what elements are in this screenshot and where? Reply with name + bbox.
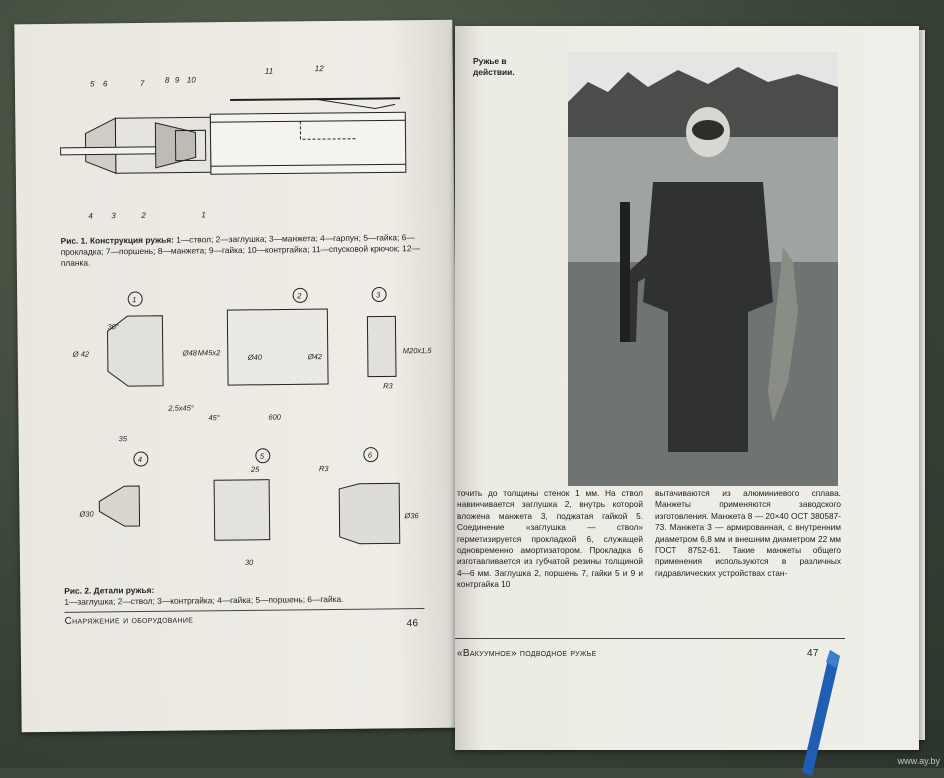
fig2-caption-title: Рис. 2. Детали ружья: <box>64 584 155 596</box>
part-number: 2 <box>297 291 302 301</box>
callout: 7 <box>139 78 145 89</box>
dimension-label: M20x1,5 <box>402 345 432 356</box>
diver-with-pike-photo <box>568 52 838 486</box>
dimension-label: R3 <box>318 464 329 474</box>
left-page <box>14 20 459 733</box>
part-number: 4 <box>137 454 143 465</box>
dimension-label: Ø48 <box>182 348 197 358</box>
fig1-caption-title: Рис. 1. Конструкция ружья: <box>60 234 174 246</box>
callout: 1 <box>201 210 206 220</box>
dimension-label: R3 <box>383 381 393 391</box>
dimension-label: Ø36 <box>404 511 419 521</box>
dimension-label: Ø30 <box>79 509 94 519</box>
body-column-2: вытачиваются из алюминиевого сплава. Манжеты применяются заводского изготовления. Манжета 8 — 20×40 ОСТ 380587-73. Манжета 3 — армированная, с внутренним диаметром 6,8 мм и внешним диаметром 22 мм ГОСТ 8752-61. Такие манжеты общего применения используются в различных гидравлических устройствах стан- <box>655 488 841 578</box>
callout: 12 <box>314 64 324 74</box>
fig2-caption-body: 1—заглушка; 2—ствол; 3—контргайка; 4—гайка; 5—поршень; 6—гайка. <box>64 593 344 607</box>
dimension-label: 2,5x45° <box>168 403 194 413</box>
fig1-gun-construction-drawing <box>14 20 454 225</box>
part-number: 1 <box>132 295 137 305</box>
right-page <box>455 26 919 750</box>
callout: 8 <box>164 75 170 85</box>
blue-pen-icon <box>800 648 840 778</box>
part-number: 3 <box>376 290 381 300</box>
callout: 5 <box>89 79 95 89</box>
dimension-label: Ø40 <box>247 352 263 362</box>
callout: 4 <box>88 211 93 221</box>
running-footer-title: «Вакуумное» подводное ружье <box>457 648 597 659</box>
part-number: 6 <box>367 450 373 460</box>
dimension-label: 35 <box>118 434 128 444</box>
footer-rule <box>64 608 424 613</box>
callout: 9 <box>174 75 180 85</box>
callout: 6 <box>102 79 108 89</box>
page-number: 46 <box>406 618 419 630</box>
footer-rule <box>455 638 845 639</box>
dimension-label: 30° <box>107 322 119 332</box>
callout: 3 <box>111 211 116 221</box>
callout: 10 <box>186 75 196 85</box>
page-number: 47 <box>807 648 819 659</box>
dimension-label: 25 <box>250 464 260 474</box>
callout: 2 <box>141 210 146 220</box>
fig2-caption <box>64 582 434 608</box>
fig1-caption-body: 1—ствол; 2—заглушка; 3—манжета; 4—гарпун; 5—гайка; 6—прокладка; 7—поршень; 8—манжета; 9—гайка; 10—контргайка; 11—спусковой крючок; 12—планка. <box>60 232 420 268</box>
dimension-label: Ø 42 <box>72 349 90 359</box>
dimension-label: 30 <box>244 557 254 567</box>
dimension-label: Ø42 <box>307 352 323 362</box>
fig2-parts-drawing <box>17 278 458 603</box>
part-number: 5 <box>259 451 265 461</box>
watermark: www.ay.by <box>897 756 940 766</box>
running-footer-title: Снаряжение и оборудование <box>64 614 194 627</box>
callout: 11 <box>264 66 274 76</box>
photo-caption: Ружье в действии. <box>473 56 515 77</box>
dimension-label: M45x2 <box>197 348 221 358</box>
body-column-1: точить до толщины стенок 1 мм. На ствол навинчивается заглушка 2, внутрь которой вложена манжета 3, поджатая гайкой 5. Соединение «заглушка — ствол» герметизируется прокладкой 6, служащей одновременно амортизатором. Прокладка 6 изготавливается из губчатой резины толщиной 4—6 мм. Заглушка 2, поршень 7, гайки 5 и 9 и контргайка 10 <box>457 488 643 590</box>
dimension-label: 45° <box>208 413 220 423</box>
fig1-caption <box>61 232 431 269</box>
dimension-label: 600 <box>268 412 281 422</box>
